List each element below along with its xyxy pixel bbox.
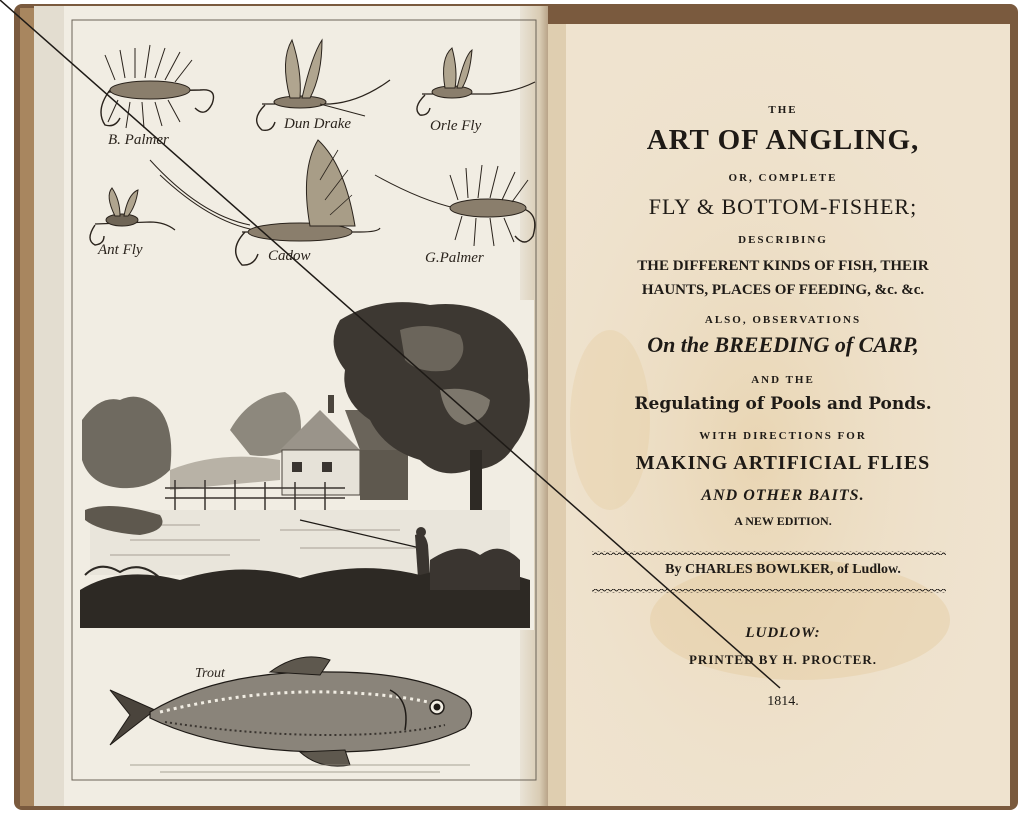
description-line-1: THE DIFFERENT KINDS OF FISH, THEIR [637,258,929,274]
publication-year: 1814. [767,694,799,709]
caption-g-palmer: G.Palmer [425,250,484,266]
printer: PRINTED BY H. PROCTER. [688,652,877,667]
or-complete: OR, COMPLETE [728,172,838,184]
caption-orle-fly: Orle Fly [430,118,482,134]
description-line-2: HAUNTS, PLACES OF FEEDING, &c. &c. [641,282,925,298]
imprint-place: LUDLOW: [745,625,821,641]
wavy-rule-top [592,551,946,555]
and-the: AND THE [751,374,815,386]
title-the: THE [768,104,798,116]
breeding-of-carp: On the BREEDING of CARP, [647,332,919,357]
caption-cadow: Cadow [268,248,311,264]
with-directions: WITH DIRECTIONS FOR [699,430,867,442]
also-observations: ALSO, OBSERVATIONS [704,314,862,326]
book-title: ART OF ANGLING, [646,124,920,156]
caption-ant-fly: Ant Fly [98,242,143,258]
landscape-engraving [78,300,534,630]
caption-b-palmer: B. Palmer [108,132,169,148]
wavy-rule-bottom [592,589,946,593]
subtitle: FLY & BOTTOM-FISHER; [648,194,918,219]
caption-trout: Trout [195,666,225,681]
regulating-pools-ponds: Regulating of Pools and Ponds. [634,394,932,414]
caption-dun-drake: Dun Drake [284,116,352,132]
other-baits: AND OTHER BAITS. [701,487,865,504]
making-artificial-flies: MAKING ARTIFICIAL FLIES [635,452,931,474]
author: By CHARLES BOWLKER, of Ludlow. [665,562,901,577]
new-edition: A NEW EDITION. [734,514,832,528]
describing: DESCRIBING [738,234,828,246]
